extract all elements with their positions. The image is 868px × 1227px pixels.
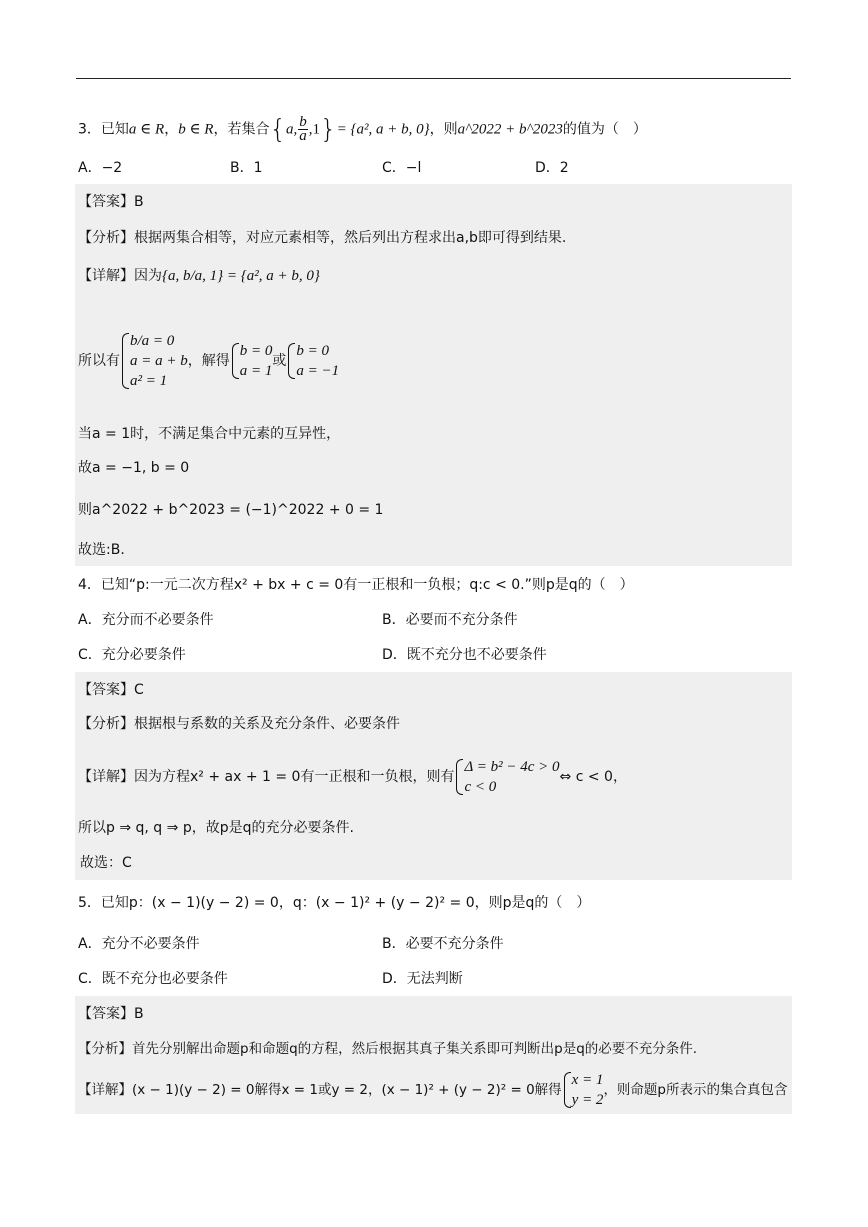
q3-so-label: 所以有 <box>78 353 120 369</box>
q4-answer: 【答案】C <box>78 682 144 698</box>
q3-stem-text: 3．已知 <box>78 121 129 138</box>
q3-set-label: ，若集合 <box>213 121 270 138</box>
q3-option-c: C．−l <box>382 160 422 176</box>
q3-eq-3: a² = 1 <box>130 373 168 389</box>
q3-sol2-b: b = 0 <box>296 343 329 359</box>
q3-expression: a^2022 + b^2023 <box>457 121 563 138</box>
q3-or-label: 或 <box>272 353 287 369</box>
q4-option-a: A．充分而不必要条件 <box>78 612 214 628</box>
q3-set-b: ,1 <box>308 121 321 138</box>
q3-analysis: 【分析】根据两集合相等，对应元素相等，然后列出方程求出a,b即可得到结果. <box>78 230 567 246</box>
header-rule <box>76 78 791 79</box>
q3-brace-open: { <box>269 114 287 145</box>
q3-system-1 <box>120 331 188 391</box>
q4-choose-line: 故选：C <box>80 855 132 871</box>
q3-fraction <box>298 116 308 143</box>
q4-so-line: 所以p ⇒ q, q ⇒ p，故p是q的充分必要条件. <box>78 820 354 836</box>
q3-sol1-a: a = 1 <box>239 363 273 379</box>
q3-frac-num: b <box>299 114 307 130</box>
q3-detail <box>78 266 320 286</box>
q5-eq-1: x = 1 <box>571 1072 604 1088</box>
q5-option-b: B．必要不充分条件 <box>382 936 504 952</box>
q5-system <box>562 1070 604 1110</box>
q3-then-label: ，则 <box>429 121 458 138</box>
q5-option-a: A．充分不必要条件 <box>78 936 200 952</box>
q4-option-c: C．充分必要条件 <box>78 647 186 663</box>
q5-eq-2: y = 2 <box>571 1092 604 1108</box>
q3-system-2 <box>230 341 273 381</box>
q3-eq-2: a = a + b <box>130 353 188 369</box>
q5-detail <box>78 1068 788 1112</box>
q4-eq-2: c < 0 <box>464 779 497 795</box>
q5-detail-text: 【详解】(x − 1)(y − 2) = 0解得x = 1或y = 2，(x − 1)² + (y − 2)² = 0解得 <box>78 1082 562 1098</box>
q3-sol2-a: a = −1 <box>296 363 340 379</box>
q3-option-a: A．−2 <box>78 160 123 176</box>
q4-option-b: B．必要而不充分条件 <box>382 612 518 628</box>
q4-detail-conclusion: ⇔ c < 0， <box>559 769 627 785</box>
q3-stem <box>78 116 647 143</box>
q4-system <box>454 757 559 797</box>
q3-ask: 的值为（ ） <box>562 121 647 138</box>
q3-sol1-b: b = 0 <box>239 343 273 359</box>
q5-option-c: C．既不充分也必要条件 <box>78 971 228 987</box>
q3-a-in-r: a ∈ R <box>128 121 165 138</box>
q3-b-in-r: b ∈ R <box>178 121 214 138</box>
q4-eq-1: Δ = b² − 4c > 0 <box>464 759 560 775</box>
q3-set-a: a, <box>286 121 298 138</box>
q4-detail <box>78 754 627 800</box>
q3-comma: ， <box>164 121 179 138</box>
q3-system-line <box>78 316 339 406</box>
q3-detail-set: {a, b/a, 1} = {a², a + b, 0} <box>162 268 320 284</box>
q3-then-line: 则a^2022 + b^2023 = (−1)^2022 + 0 = 1 <box>78 502 384 518</box>
q3-thus-line: 故a = −1, b = 0 <box>78 460 190 476</box>
q3-system-3 <box>286 341 339 381</box>
q3-choose-line: 故选:B. <box>78 542 125 558</box>
q5-option-d: D．无法判断 <box>382 971 463 987</box>
q3-eq-1: b/a = 0 <box>130 333 175 349</box>
q4-detail-text: 【详解】因为方程x² + ax + 1 = 0有一正根和一负根，则有 <box>78 769 455 785</box>
q5-analysis: 【分析】首先分别解出命题p和命题q的方程，然后根据其真子集关系即可判断出p是q的必要不充分条件. <box>78 1041 698 1057</box>
q3-option-d: D．2 <box>535 160 569 176</box>
q5-answer: 【答案】B <box>78 1006 144 1022</box>
q4-option-d: D．既不充分也不必要条件 <box>382 647 547 663</box>
q3-solve-label: ，解得 <box>187 353 230 369</box>
q3-detail-label: 【详解】因为 <box>78 268 162 284</box>
q3-when-line: 当a = 1时，不满足集合中元素的互异性， <box>78 426 341 442</box>
q5-detail-tail: ，则命题p所表示的集合真包含 <box>603 1082 788 1098</box>
q5-stem: 5．已知p：(x − 1)(y − 2) = 0，q：(x − 1)² + (y − 2)² = 0，则p是q的（ ） <box>78 895 591 911</box>
q3-frac-den: a <box>299 128 307 144</box>
q3-set-right: = {a², a + b, 0} <box>336 121 430 138</box>
q4-stem: 4．已知“p:一元二次方程x² + bx + c = 0有一正根和一负根；q:c < 0.”则p是q的（ ） <box>78 577 634 593</box>
q3-option-b: B．1 <box>230 160 263 176</box>
q3-brace-close: } <box>320 114 337 145</box>
q3-answer: 【答案】B <box>78 194 144 210</box>
q4-analysis: 【分析】根据根与系数的关系及充分条件、必要条件 <box>78 716 400 732</box>
